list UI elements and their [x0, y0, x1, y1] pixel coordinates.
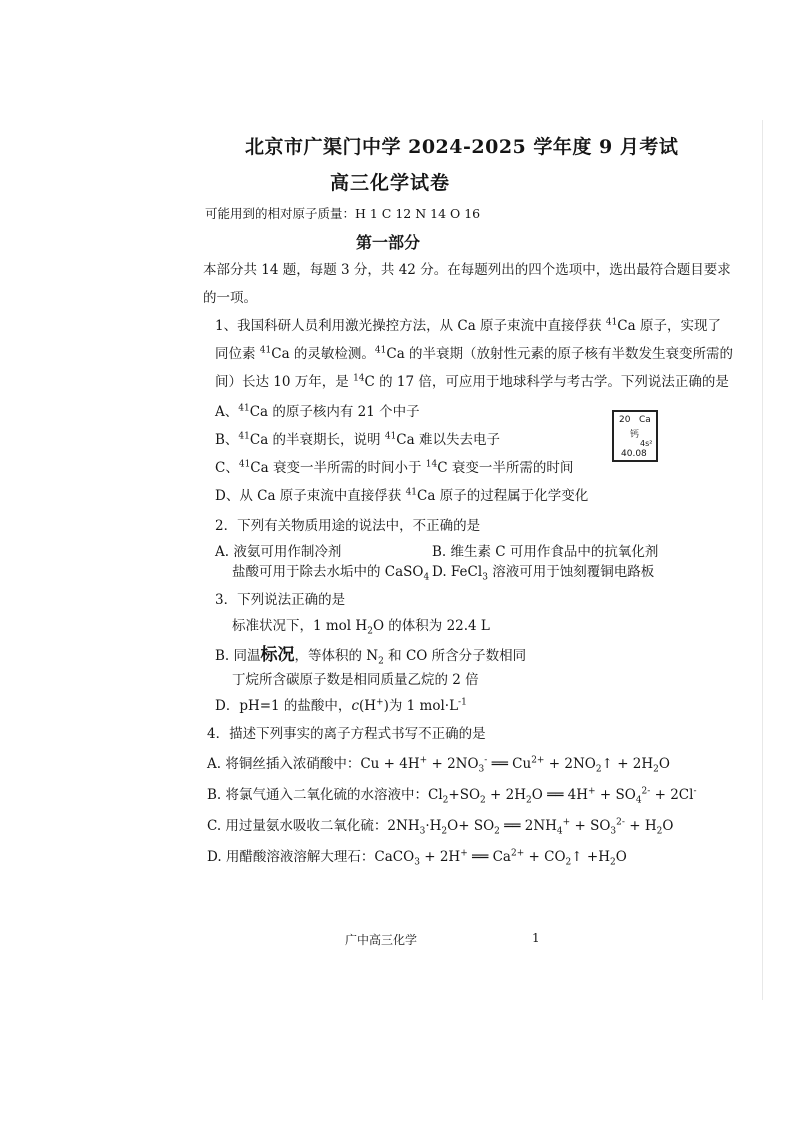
- q1-option-b: B、$^{41}$Ca 的半衰期长，说明 $^{41}$Ca 难以失去电子: [215, 431, 500, 448]
- q4-option-a: A. 将铜丝插入浓硝酸中：$Cu + 4H^+ + 2NO_3^-$ ══ $Cu^{2+}$ + $2NO_2↑ + 2H_2O$: [207, 755, 670, 775]
- element-atomic-number: 20: [619, 415, 631, 425]
- element-name: 钙: [630, 430, 640, 440]
- q4-option-d: D. 用醋酸溶液溶解大理石：CaCO$_3$ + 2H+ ══ $Ca^{2+}$ + $CO_2↑ +H_2O$: [207, 848, 627, 868]
- q1-stem-line-3: 间）长达 10 万年，是 $^{14}$C 的 17 倍，可应用于地球科学与考古学。下列说法正确的是: [215, 373, 729, 390]
- page-number: 1: [532, 931, 540, 945]
- q1-stem-line-2: 同位素 $^{41}$Ca 的灵敏检测。$^{41}$Ca 的半衰期（放射性元素的原子核有半数发生衰变所需的: [215, 345, 734, 362]
- q1-stem-line-1: 1、我国科研人员利用激光操控方法，从 Ca 原子束流中直接俘获 $^{41}$Ca 原子，实现了: [215, 317, 721, 334]
- instruction-line-2: 的一项。: [203, 290, 257, 306]
- q3-option-c: 丁烷所含碳原子数是相同质量乙烷的 2 倍: [232, 672, 479, 688]
- element-electron-config: 4s²: [640, 439, 653, 448]
- q1-option-c: C、$^{41}$Ca 衰变一半所需的时间小于 $^{14}$C 衰变一半所需的时间: [215, 459, 574, 476]
- element-symbol: Ca: [639, 415, 651, 425]
- q2-stem: 2．下列有关物质用途的说法中，不正确的是: [215, 518, 481, 534]
- footer-course: 广中高三化学: [345, 933, 418, 947]
- q2-option-a: A. 液氨可用作制冷剂: [215, 544, 342, 560]
- calcium-element-card: [612, 410, 658, 462]
- element-atomic-mass: 40.08: [621, 449, 647, 459]
- q1-option-d: D、从 Ca 原子束流中直接俘获 $^{41}$Ca 原子的过程属于化学变化: [215, 487, 589, 504]
- overlay-stamp-text: 标况: [260, 645, 295, 665]
- q3-option-d: D．pH=1 的盐酸中，c(H+)为 1 $mol\cdot L^{-1}$: [215, 697, 467, 714]
- q3-stem: 3．下列说法正确的是: [215, 592, 346, 608]
- q2-option-b: B. 维生素 C 可用作食品中的抗氧化剂: [432, 544, 659, 560]
- q4-option-b: B. 将氯气通入二氧化硫的水溶液中：$Cl_2+SO_2 + 2H_2O$ ══ $4H^+ + SO_4^{2-} + 2Cl^-$: [207, 786, 697, 806]
- exam-title: 北京市广渠门中学 2024-2025 学年度 9 月考试: [245, 136, 679, 158]
- q3-option-a: 标准状况下，1 mol $H_2O$ 的体积为 22.4 L: [232, 618, 490, 637]
- instruction-line-1: 本部分共 14 题，每题 3 分，共 42 分。在每题列出的四个选项中，选出最符合题目要求: [203, 262, 731, 278]
- q2-option-c: 盐酸可用于除去水垢中的 CaSO$_4$: [232, 564, 430, 583]
- part-heading: 第一部分: [356, 233, 421, 252]
- atomic-mass-note: 可能用到的相对原子质量：H 1 C 12 N 14 O 16: [205, 206, 481, 221]
- exam-subtitle: 高三化学试卷: [330, 172, 451, 194]
- q4-option-c: C. 用过量氨水吸收二氧化硫：$2NH_3\cdot H_2O+ SO_2$ ══ $2NH_4^+ + SO_3^{2-} + H_2O$: [207, 817, 674, 837]
- q4-stem: 4．描述下列事实的离子方程式书写不正确的是: [207, 726, 486, 742]
- q2-option-d: D. FeCl$_3$ 溶液可用于蚀刻覆铜电路板: [432, 564, 655, 583]
- scan-edge-line: [762, 120, 763, 1000]
- q3-option-b: B. 同温标况，等体积的 $N_2$ 和 CO 所含分子数相同: [215, 645, 527, 667]
- q1-option-a: A、$^{41}$Ca 的原子核内有 21 个中子: [215, 403, 420, 420]
